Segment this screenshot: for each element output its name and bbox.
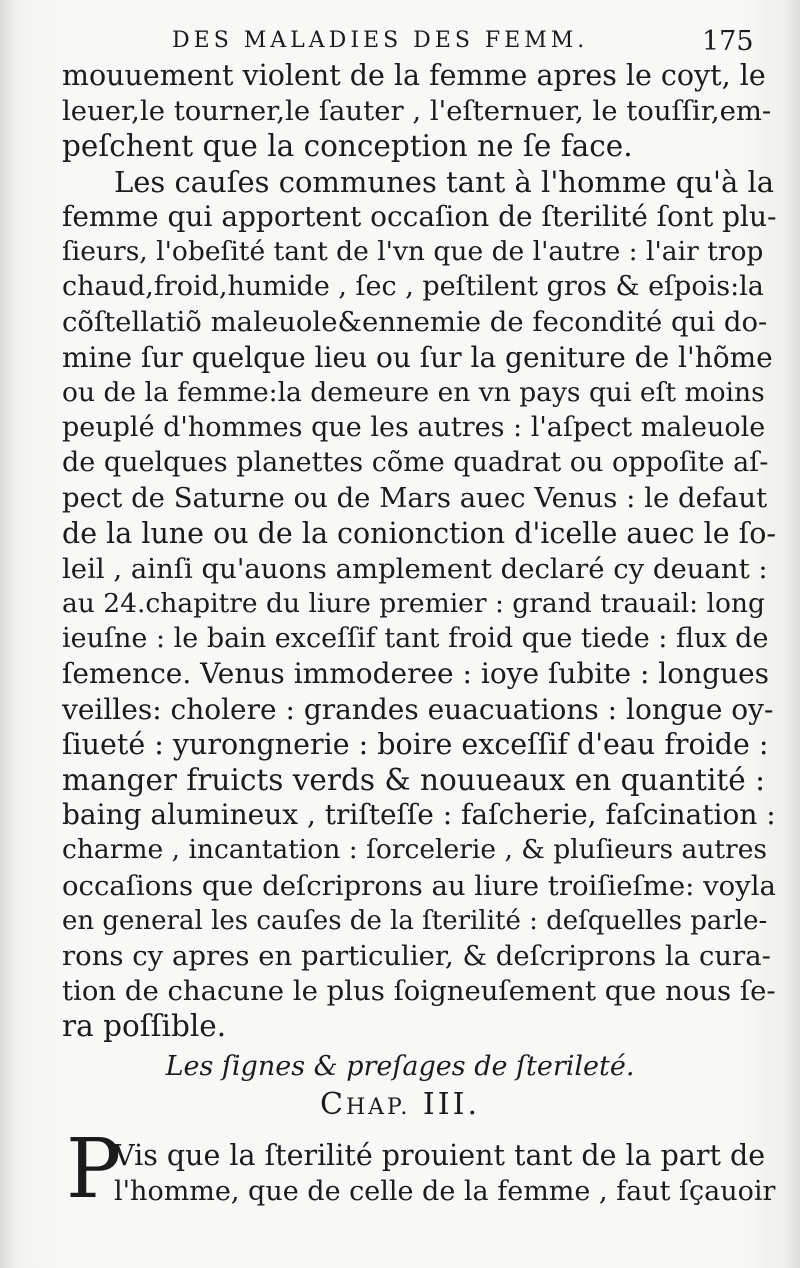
running-title: DES MALADIES DES FEMM.: [172, 28, 589, 53]
chapter-number: III.: [422, 1087, 481, 1122]
text-line: en general les cauſes de la ſterilité : deſquelles parle-: [62, 906, 768, 936]
text-line: baing alumineux , triſteſſe : faſcherie, faſcination :: [62, 798, 776, 831]
text-line: cõſtellatiõ maleuole&ennemie de fecondité qui do-: [62, 306, 768, 338]
text-line: ſiueté : yurongnerie : boire exceſſif d'eau froide :: [62, 728, 769, 761]
text-line: mine ſur quelque lieu ou ſur la geniture de l'hõme: [62, 341, 773, 374]
text-line: ieuſne : le bain exceſſif tant froid que tiede : flux de: [62, 623, 769, 654]
text-line: occaſions que deſcriprons au liure troiſieſme: voyla: [62, 870, 776, 902]
text-line: au 24.chapitre du liure premier : grand trauail: long: [62, 588, 765, 619]
chapter-title-initial: C: [319, 1087, 346, 1122]
text-line: ou de la femme:la demeure en vn pays qui eſt moins: [62, 377, 765, 408]
text-line: leil , ainſi qu'auons amplement declaré cy deuant :: [62, 553, 768, 585]
text-line: chaud,froid,humide , ſec , peſtilent gros & eſpois:la: [62, 271, 764, 302]
chapter-title: [0, 1087, 800, 1122]
chapter-text-line: Vis que la ſterilité prouient tant de la part de: [114, 1139, 766, 1172]
chapter-text-line: l'homme, que de celle de la femme , faut ſçauoir: [114, 1176, 776, 1207]
text-line: ra poſſible.: [62, 1009, 227, 1043]
text-line: charme , incantation : ſorcelerie , & pluſieurs autres: [62, 834, 767, 865]
text-line: ſemence. Venus immoderee : ioye ſubite : longues: [62, 657, 770, 690]
section-heading: Les ſignes & preſages de ſterileté.: [165, 1051, 635, 1082]
text-line: leuer,le tourner,le ſauter , l'eſternuer, le touſſir,em-: [62, 95, 772, 127]
text-line: Les cauſes communes tant à l'homme qu'à la: [114, 165, 775, 199]
text-line: femme qui apportent occaſion de ſterilité ſont plu-: [62, 200, 777, 233]
text-line: peſchent que la conception ne ſe face.: [62, 129, 633, 163]
text-line: pect de Saturne ou de Mars auec Venus : le defaut: [62, 482, 768, 514]
chapter-title-word: HAP.: [345, 1095, 411, 1120]
text-line: mouuement violent de la femme apres le coyt, le: [62, 59, 766, 92]
text-line: manger fruicts verds & nouueaux en quantité :: [62, 763, 766, 797]
text-line: de quelques planettes cõme quadrat ou oppoſite aſ-: [62, 447, 769, 478]
text-line: peuplé d'hommes que les autres : l'aſpect maleuole: [62, 412, 766, 443]
text-line: de la lune ou de la conionction d'icelle auec le ſo-: [62, 517, 776, 550]
text-line: veilles: cholere : grandes euacuations : longue oy-: [62, 693, 774, 726]
page-number: 175: [702, 26, 754, 57]
text-line: tion de chacune le plus ſoigneuſement que nous ſe-: [62, 975, 776, 1007]
drop-cap: P: [66, 1122, 122, 1217]
text-line: rons cy apres en particulier, & deſcriprons la cura-: [62, 940, 771, 972]
text-line: ſieurs, l'obeſité tant de l'vn que de l'autre : l'air trop: [62, 236, 764, 267]
